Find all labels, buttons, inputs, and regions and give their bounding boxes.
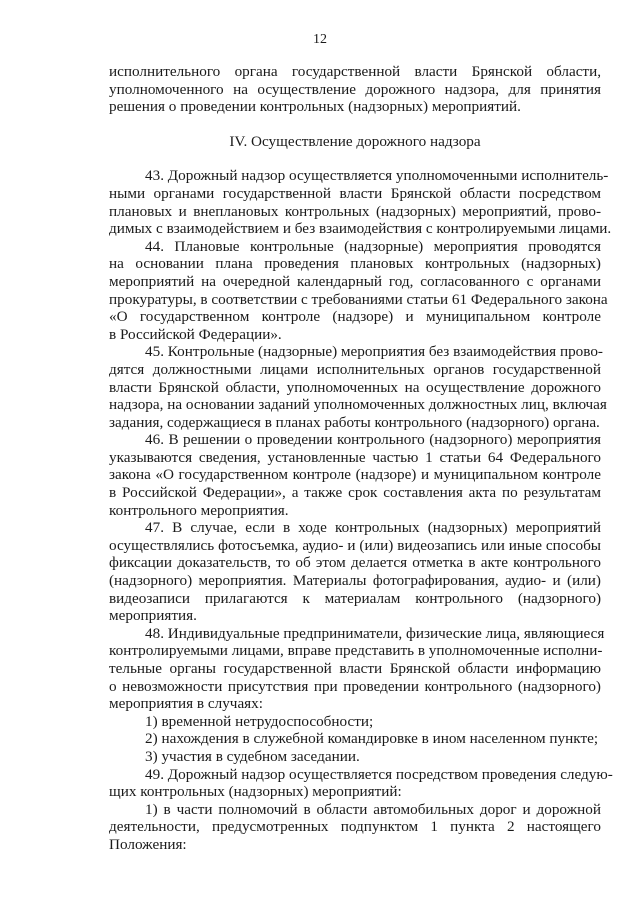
text-line: димых с взаимодействием и без взаимодействия с контролируемыми лицами. — [109, 220, 612, 238]
text-line: осуществлялись фотосъемка, аудио- и (или) видеозапись или иные способы — [109, 536, 601, 554]
text-line: тельные органы государственной власти Брянской области информацию — [109, 660, 601, 677]
text-line: ными органами государственной власти Брянской области посредством — [109, 184, 601, 202]
list-item: 3) участия в судебном заседании. — [145, 747, 360, 765]
text-line: в Российской Федерации». — [109, 325, 282, 343]
text-line: деятельности, предусмотренных подпунктом 1 пункта 2 настоящего — [109, 818, 601, 836]
paragraph-47 — [109, 519, 601, 625]
list-item: 1) временной нетрудоспособности; — [145, 712, 374, 730]
text-line: указываются сведения, установленные частью 1 статьи 64 Федерального — [109, 448, 601, 466]
text-line: мероприятия в случаях: — [109, 695, 263, 713]
text-line: 44. Плановые контрольные (надзорные) мероприятия проводятся — [145, 237, 601, 255]
text-line: о невозможности присутствия при проведении контрольного (надзорного) — [109, 677, 601, 695]
section-heading: IV. Осуществление дорожного надзора — [229, 132, 481, 150]
document-body — [109, 63, 613, 854]
text-line: плановых и внеплановых контрольных (надзорных) мероприятий, прово- — [109, 202, 601, 220]
text-line: 1) в части полномочий в области автомобильных дорог и дорожной — [145, 800, 601, 818]
text-line: мероприятия. — [109, 607, 197, 625]
text-line: власти Брянской области, уполномоченных на осуществление дорожного — [109, 378, 601, 396]
text-line: видеозаписи прилагаются к материалам контрольного (надзорного) — [109, 589, 601, 607]
text-line: 43. Дорожный надзор осуществляется уполномоченными исполнитель- — [145, 167, 609, 185]
intro-paragraph — [109, 63, 601, 116]
text-line: контролируемыми лицами, вправе представить в уполномоченные исполни- — [109, 642, 603, 660]
text-line: 45. Контрольные (надзорные) мероприятия без взаимодействия прово- — [145, 343, 603, 361]
text-line: 47. В случае, если в ходе контрольных (надзорных) мероприятий — [145, 519, 601, 537]
text-line: закона «О государственном контроле (надзоре) и муниципальном контроле — [109, 466, 601, 484]
text-line: «О государственном контроле (надзоре) и муниципальном контроле — [109, 308, 601, 326]
text-line: уполномоченного на осуществление дорожного надзора, для принятия — [109, 80, 601, 98]
text-line: мероприятий на очередной календарный год, согласованного с органами — [109, 272, 601, 290]
text-line: решения о проведении контрольных (надзорных) мероприятий. — [109, 98, 521, 116]
text-line: 46. В решении о проведении контрольного (надзорного) мероприятия — [145, 431, 601, 449]
text-line: надзора, на основании заданий уполномоченных должностных лиц, включая — [109, 396, 607, 414]
paragraph-43 — [109, 167, 612, 238]
text-line: фиксации доказательств, то об этом делается отметка в акте контрольного — [109, 554, 601, 572]
text-line: 48. Индивидуальные предприниматели, физические лица, являющиеся — [145, 624, 605, 642]
text-line: контрольного мероприятия. — [109, 501, 289, 519]
text-line: прокуратуры, в соответствии с требованиями статьи 61 Федерального закона — [109, 290, 608, 308]
text-line: дятся должностными лицами исполнительных органов государственной — [109, 360, 601, 378]
text-line: 49. Дорожный надзор осуществляется посредством проведения следую- — [145, 765, 613, 783]
page-number: 12 — [313, 32, 327, 47]
paragraph-49-item-1 — [109, 801, 601, 854]
paragraph-48 — [109, 624, 605, 713]
text-line: (надзорного) мероприятия. Материалы фотографирования, аудио- и (или) — [109, 572, 601, 590]
paragraph-49 — [109, 765, 613, 801]
text-line: Положения: — [109, 835, 187, 853]
text-line: в Российской Федерации», а также срок составления акта по результатам — [109, 484, 601, 502]
list-item: 2) нахождения в служебной командировке в ином населенном пункте; — [145, 730, 599, 748]
paragraph-44 — [109, 237, 608, 344]
text-line: на основании плана проведения плановых контрольных (надзорных) — [109, 255, 601, 273]
paragraph-46 — [109, 431, 601, 519]
text-line: щих контрольных (надзорных) мероприятий: — [109, 783, 402, 801]
text-line: исполнительного органа государственной власти Брянской области, — [109, 63, 601, 80]
text-line: задания, содержащиеся в планах работы контрольного (надзорного) органа. — [109, 413, 600, 431]
paragraph-45 — [109, 343, 607, 431]
